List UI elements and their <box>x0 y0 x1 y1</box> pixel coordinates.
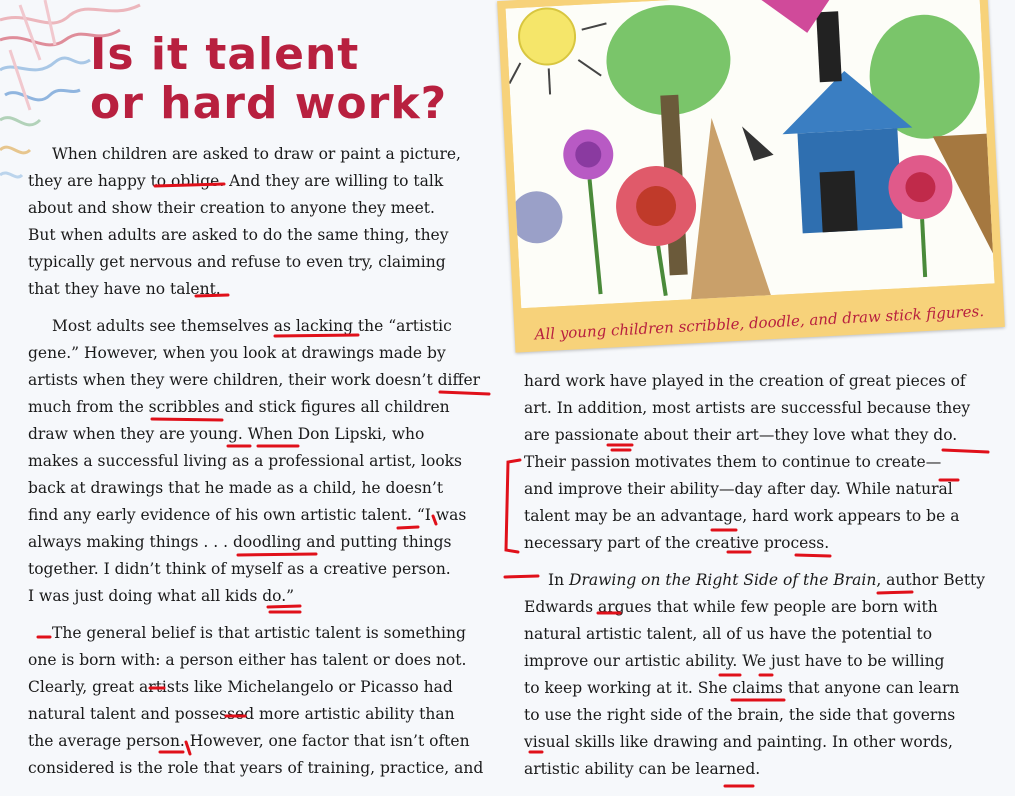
left-column <box>28 141 498 782</box>
text-line: and improve their ability—day after day. While natural <box>524 480 953 498</box>
text-line: much from the scribbles and stick figures all children <box>28 398 450 416</box>
text-line: typically get nervous and refuse to even try, claiming <box>28 253 446 271</box>
left-para-3 <box>28 620 498 782</box>
page-title <box>90 30 447 128</box>
text-line: natural artistic talent, all of us have the potential to <box>524 625 933 643</box>
right-para-2 <box>524 567 989 783</box>
left-para-2 <box>28 313 498 610</box>
intro-text: In <box>548 571 570 589</box>
text-line: are passionate about their art—they love what they do. <box>524 426 958 444</box>
child-drawing-figure <box>497 0 1005 353</box>
book-title: Drawing on the Right Side of the Brain <box>569 571 877 589</box>
right-column <box>524 368 989 783</box>
text-line: one is born with: a person either has talent or does not. <box>28 651 467 669</box>
text-line: back at drawings that he made as a child, he doesn’t <box>28 479 444 497</box>
text-line: to keep working at it. She claims that anyone can learn <box>524 679 960 697</box>
text-line-start <box>524 571 985 589</box>
text-line: I was just doing what all kids do.” <box>28 587 295 605</box>
text-line: always making things . . . doodling and putting things <box>28 533 452 551</box>
child-drawing-image <box>506 0 995 308</box>
text-line: talent may be an advantage, hard work appears to be a <box>524 507 960 525</box>
left-para-1 <box>28 141 498 303</box>
text-line: The general belief is that artistic talent is something <box>52 624 466 642</box>
title-line-2: or hard work? <box>90 78 448 129</box>
text-line: hard work have played in the creation of great pieces of <box>524 372 966 390</box>
text-line: artistic ability can be learned. <box>524 760 761 778</box>
text-line: Their passion motivates them to continue to create— <box>524 453 942 471</box>
text-line: considered is the role that years of training, practice, and <box>28 759 484 777</box>
bracket-mark <box>506 460 520 552</box>
figure-caption: All young children scribble, doodle, and draw stick figures. <box>534 302 985 344</box>
text-line: they are happy to oblige. And they are willing to talk <box>28 172 444 190</box>
text-line: artists when they were children, their work doesn’t differ <box>28 371 481 389</box>
title-line-1: Is it talent <box>90 29 360 80</box>
intro-rest: , author Betty <box>876 571 986 589</box>
text-line: Clearly, great artists like Michelangelo or Picasso had <box>28 678 453 696</box>
text-line: find any early evidence of his own artistic talent. “I was <box>28 506 467 524</box>
text-line: gene.” However, when you look at drawings made by <box>28 344 446 362</box>
text-line: When children are asked to draw or paint a picture, <box>52 145 461 163</box>
text-line: that they have no talent. <box>28 280 221 298</box>
text-line: But when adults are asked to do the same thing, they <box>28 226 449 244</box>
text-line: natural talent and possessed more artistic ability than <box>28 705 455 723</box>
text-line: necessary part of the creative process. <box>524 534 830 552</box>
text-line: about and show their creation to anyone they meet. <box>28 199 435 217</box>
text-line: together. I didn’t think of myself as a creative person. <box>28 560 451 578</box>
text-line: visual skills like drawing and painting. In other words, <box>524 733 953 751</box>
text-line: Edwards argues that while few people are born with <box>524 598 938 616</box>
right-para-1 <box>524 368 989 557</box>
text-line: to use the right side of the brain, the side that governs <box>524 706 956 724</box>
text-line: the average person. However, one factor that isn’t often <box>28 732 470 750</box>
text-line: Most adults see themselves as lacking the “artistic <box>52 317 452 335</box>
text-line: art. In addition, most artists are successful because they <box>524 399 971 417</box>
text-line: draw when they are young. When Don Lipski, who <box>28 425 425 443</box>
text-line: makes a successful living as a professional artist, looks <box>28 452 463 470</box>
text-line: improve our artistic ability. We just have to be willing <box>524 652 945 670</box>
